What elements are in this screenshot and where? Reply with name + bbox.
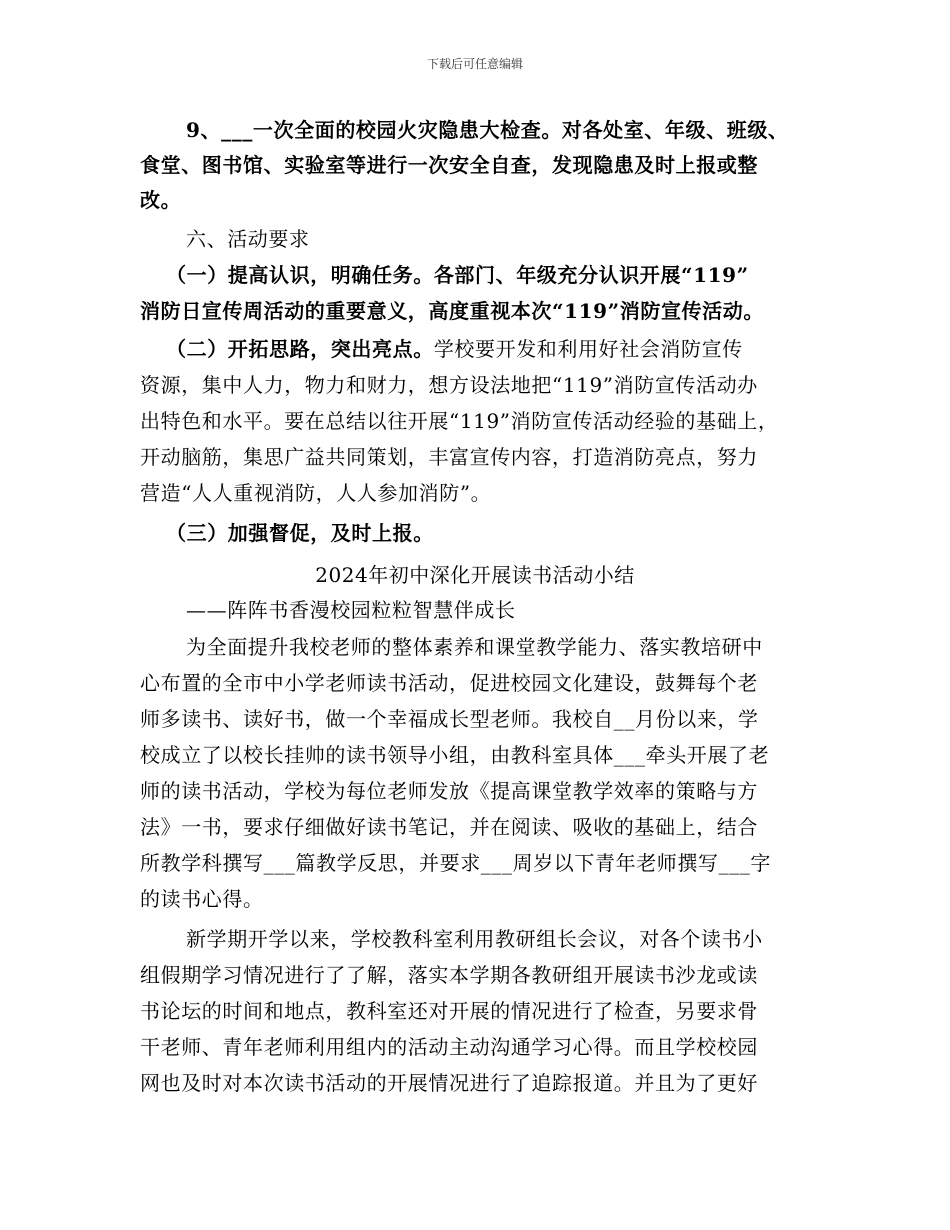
item9-line-3: 改。 — [140, 188, 182, 212]
para1-line-2: 心布置的全市中小学老师读书活动，促进校园文化建设，鼓舞每个老 — [140, 671, 758, 695]
req3-line: （三）加强督促，及时上报。 — [166, 521, 434, 545]
heading-activity-requirements: 六、活动要求 — [186, 227, 310, 251]
article-title: 2024年初中深化开展读书活动小结 — [315, 563, 635, 587]
req1-line-1: （一）提高认识，明确任务。各部门、年级充分认识开展“119” — [166, 263, 749, 287]
req2-first-text: 学校要开发和利用好社会消防宣传 — [433, 337, 743, 361]
para2-line-2: 组假期学习情况进行了了解，落实本学期各教研组开展读书沙龙或读 — [140, 963, 758, 987]
para2-line-5: 网也及时对本次读书活动的开展情况进行了追踪报道。并且为了更好 — [140, 1071, 758, 1095]
para1-line-6: 法》一书，要求仔细做好读书笔记，并在阅读、吸收的基础上，结合 — [140, 815, 758, 839]
para1-line-7: 所教学科撰写___篇教学反思，并要求___周岁以下青年老师撰写___字 — [140, 851, 771, 875]
req1-line-2: 消防日宣传周活动的重要意义，高度重视本次“119”消防宣传活动。 — [140, 299, 764, 323]
page-header-note: 下载后可任意编辑 — [426, 57, 523, 71]
para1-line-3: 师多读书、读好书，做一个幸福成长型老师。我校自__月份以来，学 — [140, 707, 759, 731]
para1-line-8: 的读书心得。 — [140, 887, 264, 911]
para2-line-1: 新学期开学以来，学校教科室利用教研组长会议，对各个读书小 — [186, 927, 763, 951]
req2-line-1 — [166, 336, 743, 362]
para1-line-4: 校成立了以校长挂帅的读书领导小组，由教科室具体___牵头开展了老 — [140, 743, 770, 767]
item9-line-1: 9、___一次全面的校园火灾隐患大检查。对各处室、年级、班级、 — [186, 118, 789, 142]
req2-line-5: 营造“人人重视消防，人人参加消防”。 — [140, 481, 492, 505]
article-subtitle: ——阵阵书香漫校园粒粒智慧伴成长 — [186, 598, 516, 622]
req2-line-4: 开动脑筋，集思广益共同策划，丰富宣传内容，打造消防亮点，努力 — [140, 445, 758, 469]
para1-line-1: 为全面提升我校老师的整体素养和课堂教学能力、落实教培研中 — [186, 635, 763, 659]
para2-line-3: 书论坛的时间和地点，教科室还对开展的情况进行了检查，另要求骨 — [140, 999, 758, 1023]
para2-line-4: 干老师、青年老师利用组内的活动主动沟通学习心得。而且学校校园 — [140, 1035, 758, 1059]
para1-line-5: 师的读书活动，学校为每位老师发放《提高课堂教学效率的策略与方 — [140, 779, 758, 803]
item9-line-2: 食堂、图书馆、实验室等进行一次安全自查，发现隐患及时上报或整 — [140, 153, 758, 177]
req2-line-3: 出特色和水平。要在总结以往开展“119”消防宣传活动经验的基础上， — [140, 409, 779, 433]
req2-heading: （二）开拓思路，突出亮点。 — [166, 337, 434, 361]
req2-line-2: 资源，集中人力，物力和财力，想方设法地把“119”消防宣传活动办 — [140, 373, 758, 397]
